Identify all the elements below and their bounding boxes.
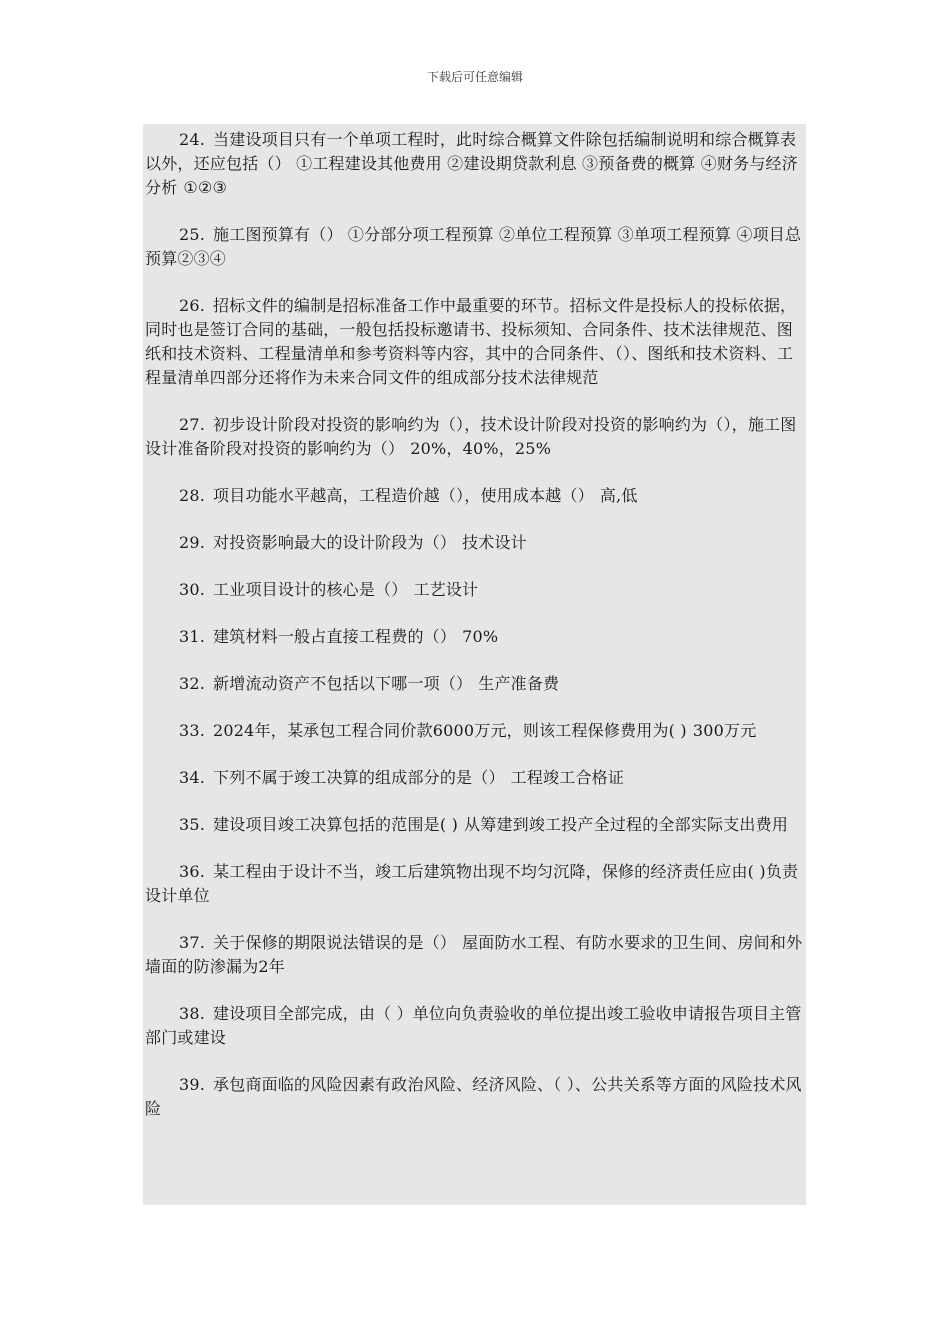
question-number: 27. bbox=[179, 415, 206, 434]
question-32 bbox=[145, 672, 804, 696]
question-text: 当建设项目只有一个单项工程时，此时综合概算文件除包括编制说明和综合概算表以外，还应包括（） ①工程建设其他费用 ②建设期贷款利息 ③预备费的概算 ④财务与经济分析 bbox=[145, 130, 798, 197]
question-number: 29. bbox=[179, 533, 206, 552]
question-text: 招标文件的编制是招标准备工作中最重要的环节。招标文件是投标人的投标依据，同时也是签订合同的基础，一般包括投标邀请书、投标须知、合同条件、技术法律规范、图纸和技术资料、工程量清单和参考资料等内容，其中的合同条件、（）、图纸和技术资料、工程量清单四部分还将作为未来合同文件的组成部分 bbox=[145, 296, 797, 387]
question-text: 施工图预算有（） ①分部分项工程预算 ②单位工程预算 ③单项工程预算 ④项目总预算 bbox=[145, 225, 802, 268]
question-24 bbox=[145, 128, 804, 200]
question-number: 25. bbox=[179, 225, 206, 244]
question-text: 初步设计阶段对投资的影响约为（），技术设计阶段对投资的影响约为（），施工图设计准备阶段对投资的影响约为（） bbox=[145, 415, 797, 458]
question-answer: 300万元 bbox=[692, 721, 757, 740]
question-number: 31. bbox=[179, 627, 206, 646]
question-answer: 屋面防水工程、有防水要求的卫生间、房间和外墙面的防渗漏为2年 bbox=[145, 933, 803, 976]
question-number: 30. bbox=[179, 580, 206, 599]
question-answer: ②③④ bbox=[177, 249, 227, 268]
question-text: 某工程由于设计不当，竣工后建筑物出现不均匀沉降，保修的经济责任应由( )负责 bbox=[213, 862, 799, 881]
question-25 bbox=[145, 223, 804, 271]
question-number: 38. bbox=[179, 1004, 206, 1023]
question-text: 2024年，某承包工程合同价款6000万元，则该工程保修费用为( ) bbox=[213, 721, 687, 740]
question-34 bbox=[145, 766, 804, 790]
question-27 bbox=[145, 413, 804, 461]
question-text: 关于保修的期限说法错误的是（） bbox=[213, 933, 457, 952]
question-number: 35. bbox=[179, 815, 206, 834]
question-answer: 技术设计 bbox=[462, 533, 527, 552]
question-answer: ①②③ bbox=[183, 178, 228, 197]
question-answer: 生产准备费 bbox=[478, 674, 560, 693]
question-text: 承包商面临的风险因素有政治风险、经济风险、（ ）、公共关系等方面的风险 bbox=[213, 1075, 754, 1094]
question-answer: 技术风险 bbox=[145, 1075, 802, 1118]
question-answer: 设计单位 bbox=[145, 886, 210, 905]
question-number: 39. bbox=[179, 1075, 206, 1094]
question-number: 26. bbox=[179, 296, 206, 315]
question-26 bbox=[145, 294, 804, 390]
question-answer: 高,低 bbox=[599, 486, 638, 505]
question-answer: 工程竣工合格证 bbox=[510, 768, 625, 787]
question-30 bbox=[145, 578, 804, 602]
question-31 bbox=[145, 625, 804, 649]
question-39 bbox=[145, 1073, 804, 1121]
question-number: 28. bbox=[179, 486, 206, 505]
question-text: 项目功能水平越高，工程造价越（），使用成本越（） bbox=[213, 486, 594, 505]
question-37 bbox=[145, 931, 804, 979]
question-36 bbox=[145, 860, 804, 908]
question-number: 36. bbox=[179, 862, 206, 881]
question-answer: 从筹建到竣工投产全过程的全部实际支出费用 bbox=[464, 815, 789, 834]
question-text: 建筑材料一般占直接工程费的（） bbox=[213, 627, 457, 646]
question-number: 24. bbox=[179, 130, 206, 149]
question-number: 33. bbox=[179, 721, 206, 740]
question-35 bbox=[145, 813, 804, 837]
question-answer: 70% bbox=[462, 627, 499, 646]
question-text: 新增流动资产不包括以下哪一项（） bbox=[213, 674, 473, 693]
question-number: 34. bbox=[179, 768, 206, 787]
question-number: 32. bbox=[179, 674, 206, 693]
question-text: 建设项目全部完成，由（ ）单位向负责验收的单位提出竣工验收申请报告 bbox=[213, 1004, 737, 1023]
question-text: 对投资影响最大的设计阶段为（） bbox=[213, 533, 457, 552]
question-answer: 20%，40%，25% bbox=[410, 439, 552, 458]
question-29 bbox=[145, 531, 804, 555]
question-number: 37. bbox=[179, 933, 206, 952]
question-text: 工业项目设计的核心是（） bbox=[213, 580, 408, 599]
question-answer: 技术法律规范 bbox=[501, 368, 599, 387]
question-33 bbox=[145, 719, 804, 743]
question-28 bbox=[145, 484, 804, 508]
question-38 bbox=[145, 1002, 804, 1050]
question-answer: 工艺设计 bbox=[413, 580, 479, 599]
question-text: 下列不属于竣工决算的组成部分的是（） bbox=[213, 768, 505, 787]
page-header: 下载后可任意编辑 bbox=[426, 70, 523, 84]
question-text: 建设项目竣工决算包括的范围是( ) bbox=[213, 815, 459, 834]
question-list bbox=[143, 124, 806, 1205]
question-answer: 项目主管部门或建设 bbox=[145, 1004, 802, 1047]
